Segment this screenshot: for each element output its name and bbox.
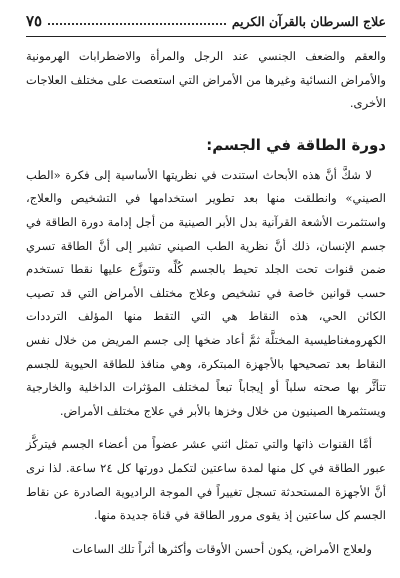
header-dotted-leader <box>48 23 226 25</box>
running-header-title: علاج السرطان بالقرآن الكريم <box>231 13 386 29</box>
header-rule <box>26 36 386 37</box>
paragraph-intro: والعقم والضعف الجنسي عند الرجل والمرأة والاضطرابات الهرمونية والأمراض النسائية وغيرها من الأمراض التي استعصت على مختلف العلاجات الأخرى. <box>26 49 386 111</box>
paragraph-channels: أمَّا القنوات ذاتها والتي تمثل اثني عشر عضواً من أعضاء الجسم فيتركَّز عبور الطاقة في كل منها لمدة ساعتين لتكمل دورتها كل ٢٤ ساعة. لذا نرى أنَّ الأجهزة المستحدثة تسجل تغييراً في الموجة الراديوية الصادرة عن نقاط الجسم كل ساعتين إذ يقوى مرور الطاقة في قناة جديدة منها. <box>26 437 386 523</box>
paragraph-treatment-times: ولعلاج الأمراض، يكون أحسن الأوقات وأكثرها أثراً تلك الساعات <box>72 541 372 556</box>
section-heading: دورة الطاقة في الجسم: <box>206 135 386 154</box>
paragraph-energy-theory: لا شكَّ أنَّ هذه الأبحاث استندت في نظريتها الأساسية إلى فكرة «الطب الصيني» وانطلقت منها بعد تطوير استخدامها في التشخيص والعلاج، واستثمرت الأشعة القرآنية بدل الأبر الصينية من أجل إدامة دورة الطاقة في جسم الإنسان، ذلك أنَّ نظرية الطب الصيني تشير إلى أنَّ الطاقة تسري ضمن قنوات تحت الجلد تحيط بالجسم كُلِّه وتتوزَّع عليها نقطا تستخدم حسب قوانين خاصة في تشخيص وعلاج مختلف الأمراض التي قد تصيب الكائن الحي، هذه النقاط هي التي التقط منها المؤلف الترددات الكهرومغناطيسية المختلَّة ثمَّ أعاد ضخها إلى جسم المريض من خلال نفس النقاط بعد تصحيحها بالأجهزة المبتكرة، وهي منافذ للطاقة الحيوية للجسم تتأثَّر بها صحته سلباً أو إيجاباً تبعاً لمختلف المؤثرات الداخلية والخارجية ويستثمرها الصينيون من خلال وخزها بالأبر في علاج مختلف الأمراض. <box>26 167 386 418</box>
page-number: ٧٥ <box>26 12 43 30</box>
book-page <box>26 8 386 574</box>
running-header <box>26 8 386 34</box>
